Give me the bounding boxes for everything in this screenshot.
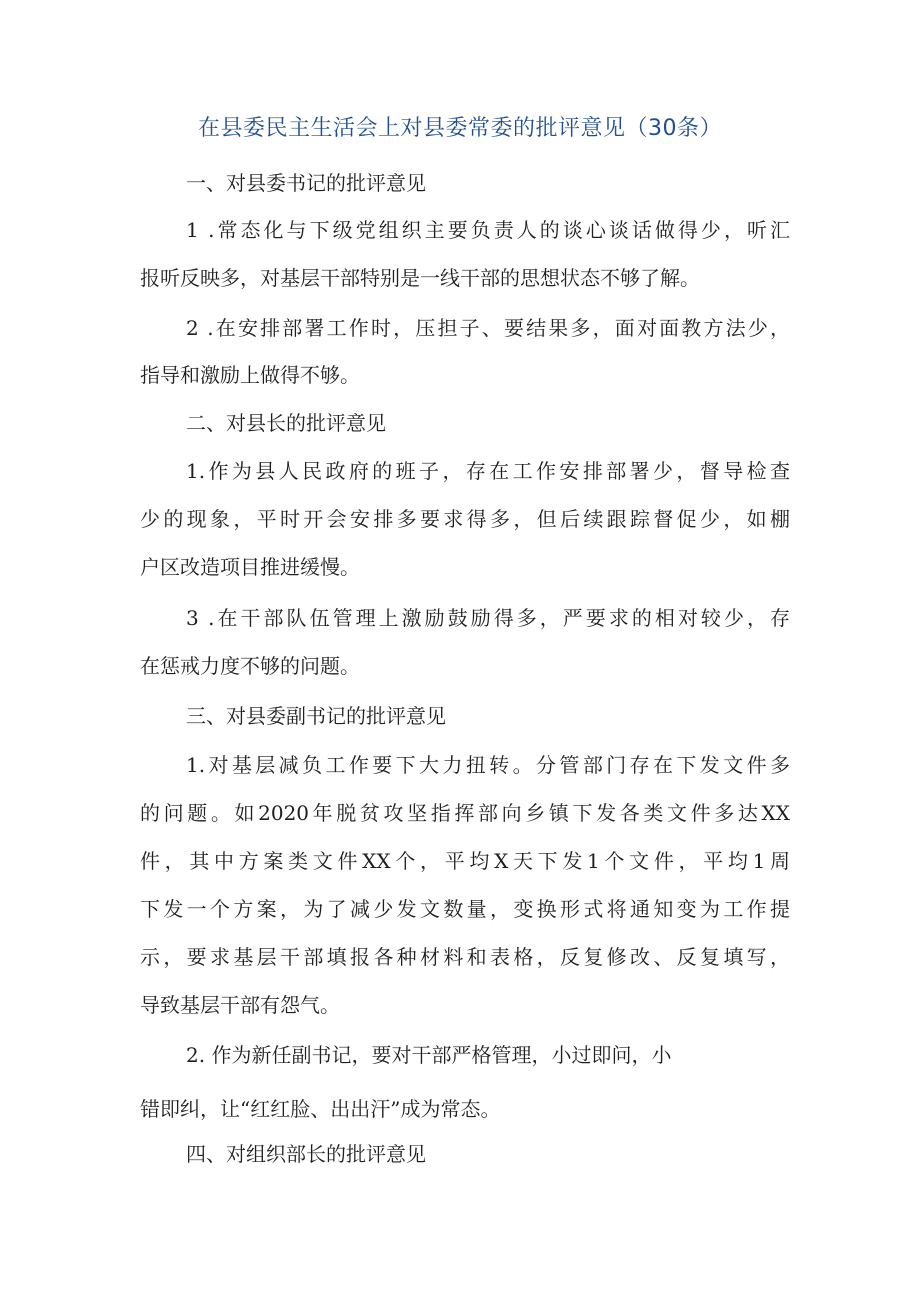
paragraph-line: 错即纠，让“红红脸、出出汗”成为常态。 bbox=[140, 1097, 501, 1121]
paragraph-line: 示，要求基层干部填报各种材料和表格，反复修改、反复填写， bbox=[140, 945, 790, 969]
paragraph-line: 下发一个方案，为了减少发文数量，变换形式将通知变为工作提 bbox=[140, 897, 790, 921]
paragraph-line: 2. 作为新任副书记，要对干部严格管理，小过即问，小 bbox=[186, 1043, 672, 1067]
paragraph-line: 在惩戒力度不够的问题。 bbox=[140, 654, 360, 678]
paragraph-line: 的问题。如2020年脱贫攻坚指挥部向乡镇下发各类文件多达XX bbox=[140, 801, 790, 825]
paragraph-line: 2 .在安排部署工作时，压担子、要结果多，面对面教方法少， bbox=[186, 316, 790, 340]
paragraph-line: 报听反映多，对基层干部特别是一线干部的思想状态不够了解。 bbox=[140, 266, 700, 290]
paragraph-line: 户区改造项目推进缓慢。 bbox=[140, 555, 360, 579]
paragraph-line: 件，其中方案类文件XX个，平均X天下发1个文件，平均1周 bbox=[140, 849, 790, 873]
section-heading: 四、对组织部长的批评意见 bbox=[186, 1142, 426, 1166]
paragraph-line: 3 .在干部队伍管理上激励鼓励得多，严要求的相对较少，存 bbox=[186, 606, 790, 630]
section-heading: 三、对县委副书记的批评意见 bbox=[186, 704, 446, 728]
document-title: 在县委民主生活会上对县委常委的批评意见（30条） bbox=[198, 116, 722, 141]
section-heading: 一、对县委书记的批评意见 bbox=[186, 171, 426, 195]
paragraph-line: 导致基层干部有怨气。 bbox=[140, 993, 340, 1017]
paragraph-line: 1.对基层减负工作要下大力扭转。分管部门存在下发文件多 bbox=[186, 753, 790, 777]
paragraph-line: 1 .常态化与下级党组织主要负责人的谈心谈话做得少，听汇 bbox=[186, 218, 790, 242]
section-heading: 二、对县长的批评意见 bbox=[186, 411, 386, 435]
paragraph-line: 少的现象，平时开会安排多要求得多，但后续跟踪督促少，如棚 bbox=[140, 507, 790, 531]
paragraph-line: 1.作为县人民政府的班子，存在工作安排部署少，督导检查 bbox=[186, 459, 790, 483]
paragraph-line: 指导和激励上做得不够。 bbox=[140, 363, 360, 387]
